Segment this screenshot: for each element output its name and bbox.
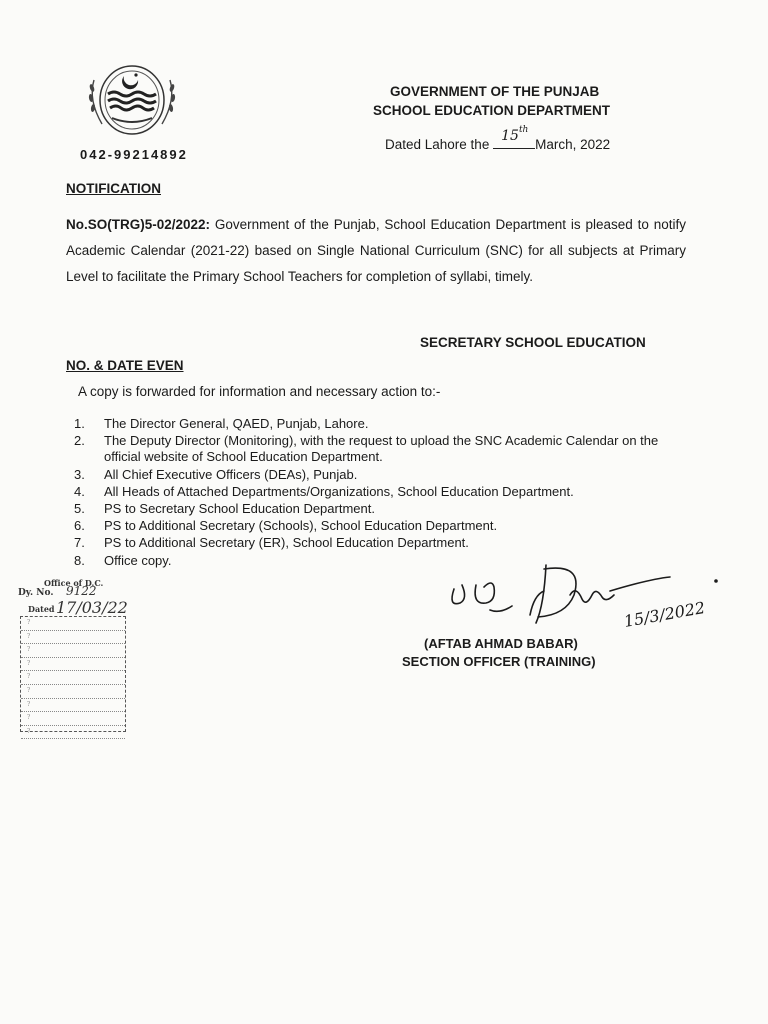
stamp-row: ? [21, 617, 125, 631]
dated-day-suffix: th [518, 125, 529, 135]
signatory-title: SECTION OFFICER (TRAINING) [402, 654, 596, 669]
dated-suffix: March, 2022 [535, 137, 611, 152]
list-item: 6. PS to Additional Secretary (Schools), School Education Department. [74, 518, 498, 534]
list-item: 1. The Director General, QAED, Punjab, Lahore. [74, 416, 369, 431]
stamp-dy-label: Dy. No. [18, 588, 54, 598]
notification-body [66, 212, 686, 290]
dated-day-blank [493, 125, 535, 149]
dated-prefix: Dated Lahore the [385, 137, 490, 152]
stamp-office-label: Office of D.C. [44, 578, 104, 588]
stamp-row: ? [21, 631, 125, 645]
stamp-dated-label: Dated [28, 604, 55, 614]
list-item: 7. PS to Additional Secretary (ER), School Education Department. [74, 535, 469, 551]
stamp-routing-box [20, 616, 126, 735]
list-item: 8. Office copy. [74, 552, 172, 568]
list-item: 4. All Heads of Attached Departments/Organizations, School Education Department. [74, 483, 574, 499]
notification-text: Government of the Punjab, School Education Department is pleased to notify Academic Calendar (2021-22) based on Single National Curriculum (SNC) for all subjects at Primary Level to facilitate the Primary School Teachers for completion of syllabi, timely. [66, 217, 686, 284]
dated-line [385, 125, 611, 152]
endorsement-heading: NO. & DATE EVEN [66, 358, 184, 373]
list-item: 2. The Deputy Director (Monitoring), with the request to upload the SNC Academic Calendar on the official website of School Education Department. [74, 433, 659, 465]
stamp-row: ? [21, 699, 125, 713]
government-title: GOVERNMENT OF THE PUNJAB [390, 84, 600, 99]
handwritten-signature [420, 555, 720, 645]
distribution-list [74, 416, 686, 570]
endorsement-intro: A copy is forwarded for information and necessary action to:- [78, 384, 441, 399]
punjab-government-emblem-icon [82, 60, 182, 140]
stamp-dy-number: 9122 [66, 584, 97, 598]
stamp-dated-value: 17/03/22 [56, 598, 128, 617]
stamp-row: ? [21, 671, 125, 685]
dated-day-handwritten: 15th [501, 125, 529, 144]
receipt-stamp [16, 578, 128, 734]
signature-date-handwritten: 15/3/2022 [622, 597, 707, 631]
notification-reference: No.SO(TRG)5-02/2022: [66, 217, 211, 232]
secretary-designation: SECRETARY SCHOOL EDUCATION [420, 335, 646, 350]
list-item: 5. PS to Secretary School Education Department. [74, 501, 375, 517]
stamp-row: ? [21, 726, 125, 740]
stamp-row: ? [21, 644, 125, 658]
department-title: SCHOOL EDUCATION DEPARTMENT [373, 103, 611, 118]
office-phone-number: 042-99214892 [80, 147, 188, 162]
list-item: 3. All Chief Executive Officers (DEAs), Punjab. [74, 466, 358, 482]
notification-heading: NOTIFICATION [66, 181, 161, 196]
stamp-row: ? [21, 685, 125, 699]
stamp-row: ? [21, 658, 125, 672]
signatory-name: (AFTAB AHMAD BABAR) [424, 636, 578, 651]
stamp-row: ? [21, 712, 125, 726]
